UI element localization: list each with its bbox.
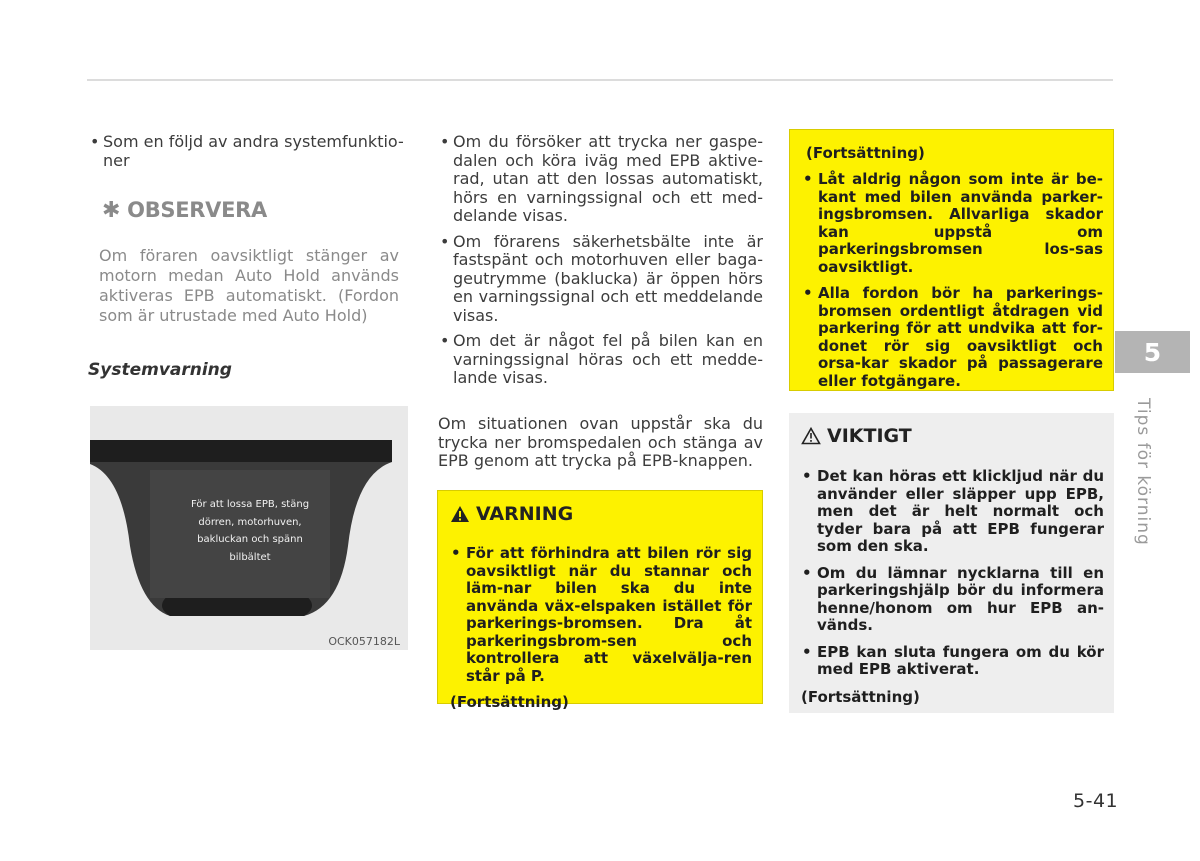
col1-bullet-text: Som en följd av andra systemfunktio-ner (103, 132, 404, 170)
list-item (801, 565, 1104, 635)
list-item-text: Låt aldrig någon som inte är be-kant med bilen använda parker-ingsbromsen. Allvarliga skador kan uppstå om parkeringsbromsen los-sas oavsiktligt. (818, 170, 1103, 276)
list-item (438, 133, 763, 226)
asterisk-icon: ✱ (102, 198, 121, 223)
list-item-text: Om det är något fel på bilen kan en varningssignal höras och ett medde-lande visas. (453, 331, 763, 387)
list-item-text: Om du lämnar nycklarna till en parkeringshjälp bör du informera henne/honom om hur EPB an-vänds. (817, 563, 1104, 634)
continuation-bullet-list (802, 171, 1103, 390)
col1-bullet (88, 133, 428, 170)
col2-paragraph: Om situationen ovan uppstår ska du trycka ner bromspedalen och stänga av EPB genom att trycka på EPB-knappen. (438, 414, 763, 470)
list-item (450, 545, 752, 685)
list-item (801, 644, 1104, 679)
header-rule (87, 79, 1113, 81)
section-side-label-text: Tips för körning (1133, 398, 1153, 546)
warning-title-text: VARNING (476, 503, 574, 525)
section-side-label (1133, 398, 1159, 546)
important-box (789, 413, 1114, 713)
continuation-label: (Fortsättning) (450, 693, 569, 711)
important-bullet-list (801, 468, 1104, 679)
observera-text: Om föraren oavsiktligt stänger av motorn medan Auto Hold används aktiveras EPB automatiskt. (Fordon som är utrustade med Auto Hold) (99, 246, 399, 325)
list-item (801, 468, 1104, 556)
list-item (438, 332, 763, 388)
list-item (802, 285, 1103, 390)
chapter-tab: 5 (1115, 331, 1190, 373)
cluster-display-figure (90, 406, 408, 650)
continuation-warning-box (789, 129, 1114, 391)
list-item (438, 233, 763, 326)
list-item-text: Om du försöker att trycka ner gaspe-dalen och köra iväg med EPB aktive-rad, utan att den lossas automatiskt, hörs en varningssignal och ett med-delande visas. (453, 132, 763, 225)
list-item-text: För att förhindra att bilen rör sig oavsiktligt när du stannar och läm-nar bilen ska du inte använda väx-elspaken istället för parkerings-bromsen. Dra åt parkeringsbrom-sen och kontrollera att växelvälja-ren står på P. (466, 544, 752, 685)
page-number: 5-41 (1073, 790, 1119, 812)
warning-bullet-list (450, 545, 752, 685)
list-item (802, 171, 1103, 276)
warning-triangle-icon (450, 505, 470, 523)
warning-box (437, 490, 763, 711)
important-title (801, 425, 1104, 447)
display-message: För att lossa EPB, stäng dörren, motorhuven, bakluckan och spänn bilbältet (190, 499, 310, 563)
warning-title (450, 503, 752, 525)
list-item-text: EPB kan sluta fungera om du kör med EPB aktiverat. (817, 642, 1104, 678)
list-item-text: Om förarens säkerhetsbälte inte är fastspänt och motorhuven eller baga-geutrymme (baklucka) är öppen hörs en varningssignal och ett meddelande visas. (453, 231, 763, 325)
continuation-label: (Fortsättning) (801, 687, 920, 706)
list-item-text: Alla fordon bör ha parkerings-bromsen ordentligt åtdragen vid parkering för att undvika att for-donet rör sig oavsiktligt och orsa-kar skador på passagerare eller fotgängare. (818, 284, 1103, 390)
important-title-text: VIKTIGT (827, 425, 912, 447)
list-item-text: Det kan höras ett klickljud när du använder eller släpper upp EPB, men det är helt normalt och tyder bara på att EPB fungerar som den ska. (817, 467, 1104, 555)
col2-bullet-list (438, 133, 763, 395)
observera-title (102, 198, 267, 223)
observera-title-text: OBSERVERA (127, 198, 267, 222)
continuation-heading: (Fortsättning) (806, 144, 925, 162)
figure-code: OCK057182L (328, 635, 400, 648)
section-heading: Systemvarning (88, 360, 232, 380)
caution-triangle-icon (801, 427, 821, 445)
